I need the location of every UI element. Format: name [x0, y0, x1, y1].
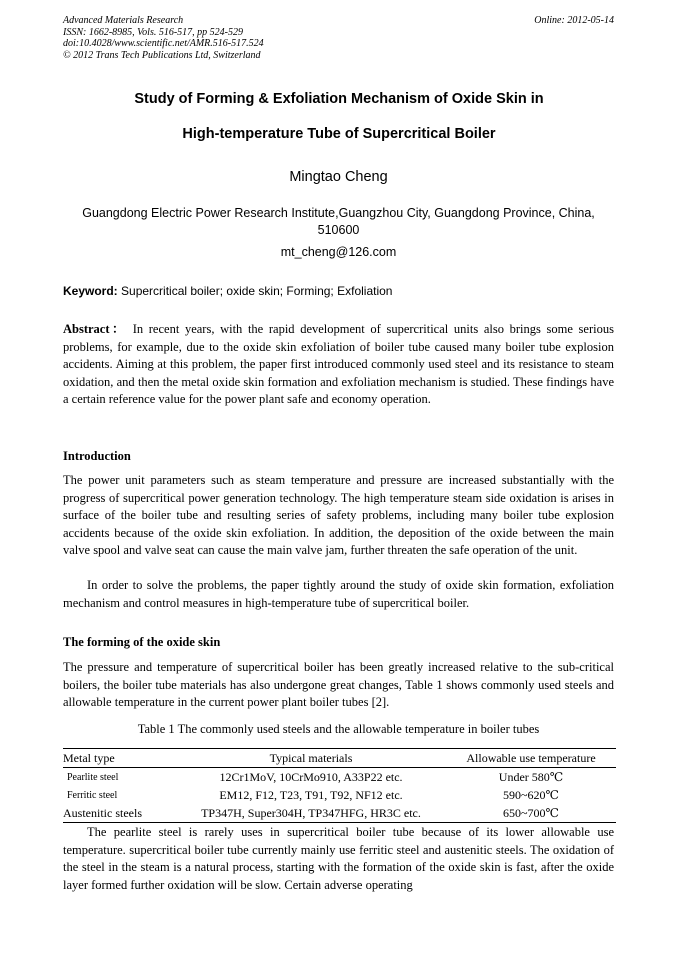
- affiliation: [63, 205, 614, 239]
- table-cell: Austenitic steels: [63, 804, 176, 823]
- table-row: [63, 786, 616, 804]
- affiliation-line-2: 510600: [317, 223, 360, 237]
- table-row: [63, 804, 616, 823]
- introduction-paragraph-2: In order to solve the problems, the paper tightly around the study of oxide skin formation, exfoliation mechanism and control measures in high-temperature tube of supercritical boiler.: [63, 578, 614, 610]
- affiliation-line-1: Guangdong Electric Power Research Institute,Guangzhou City, Guangdong Province, China,: [82, 206, 595, 220]
- abstract: [63, 321, 614, 409]
- abstract-colon: ：: [109, 322, 128, 336]
- journal-name: Advanced Materials Research: [63, 15, 184, 26]
- table-cell: 650~700℃: [446, 804, 616, 823]
- keywords-text: Supercritical boiler; oxide skin; Forming; Exfoliation: [117, 284, 393, 298]
- forming-paragraph-1: The pressure and temperature of supercritical boiler has been greatly increased relative to the sub-critical boilers, the boiler tube materials has also undergone great changes, Table 1 shows commonly used steels and allowable temperature in the current power plant boiler tubes [2].: [63, 660, 614, 710]
- table-cell: Ferritic steel: [67, 789, 118, 801]
- table-cell: 12Cr1MoV, 10CrMo910, A33P22 etc.: [219, 769, 403, 784]
- author-name: Mingtao Cheng: [289, 169, 388, 185]
- table-row: [63, 768, 616, 787]
- online-date: Online: 2012-05-14: [534, 15, 614, 26]
- after-table-paragraph: The pearlite steel is rarely uses in supercritical boiler tube because of its lower allowable use temperature. supercritical boiler tube currently mainly use ferritic steel and austenitic steels. The oxidation of the steel in the steam is a natural process, starting with the formation of the oxide skin is fast, after the oxide layer formed further oxidation will be slow. Certain adverse operating: [63, 825, 614, 892]
- abstract-text: In recent years, with the rapid development of supercritical units also brings some serious problems, for example, due to the oxide skin exfoliation of boiler tube caused many boiler tube explosion accidents. Aiming at this problem, the paper first introduced commonly used steel and its resistance to steam oxidation, and then the metal oxide skin formation and exfoliation mechanism is studied. These findings have a certain reference value for the power plant safe and economy operation.: [63, 322, 614, 407]
- keywords: [63, 283, 614, 301]
- table-cell: Under 580℃: [498, 769, 564, 784]
- section-heading-introduction: Introduction: [63, 449, 131, 463]
- table-cell: 590~620℃: [503, 787, 559, 802]
- table-cell: TP347H, Super304H, TP347HFG, HR3C etc.: [176, 804, 446, 823]
- introduction-paragraph-1: The power unit parameters such as steam temperature and pressure are increased substantially with the progress of supercritical power generation technology. The high temperature steam side oxidation is arises in surface of the boiler tube and resulting series of safety problems, including many boiler tube explosion accidents because of the oxide skin exfoliation. In addition, the deposition of the oxide between the main valve spool and valve seat can cause the main valve jam, further threaten the safe operation of the unit.: [63, 473, 614, 558]
- column-header-allowable-temperature: Allowable use temperature: [446, 749, 616, 768]
- table-caption: Table 1 The commonly used steels and the allowable temperature in boiler tubes: [137, 722, 540, 736]
- running-header: [63, 15, 264, 61]
- doi-line: doi:10.4028/www.scientific.net/AMR.516-517.524: [63, 38, 264, 49]
- paper-title-line-1: Study of Forming & Exfoliation Mechanism of Oxide Skin in: [134, 91, 544, 107]
- column-header-typical-materials: Typical materials: [176, 749, 446, 768]
- steels-table: [63, 748, 616, 823]
- table-cell: Pearlite steel: [67, 771, 119, 783]
- table-cell: EM12, F12, T23, T91, T92, NF12 etc.: [219, 787, 403, 802]
- copyright-line: © 2012 Trans Tech Publications Ltd, Switzerland: [63, 49, 261, 61]
- section-heading-forming: The forming of the oxide skin: [63, 635, 221, 649]
- paper-title-line-2: High-temperature Tube of Supercritical Boiler: [182, 126, 496, 142]
- author-email: mt_cheng@126.com: [280, 245, 397, 259]
- issn-line: ISSN: 1662-8985, Vols. 516-517, pp 524-529: [63, 26, 243, 38]
- table-header-row: [63, 749, 616, 768]
- keywords-label: Keyword:: [63, 284, 118, 298]
- column-header-metal-type: Metal type: [63, 749, 176, 768]
- abstract-label: Abstract: [63, 322, 110, 336]
